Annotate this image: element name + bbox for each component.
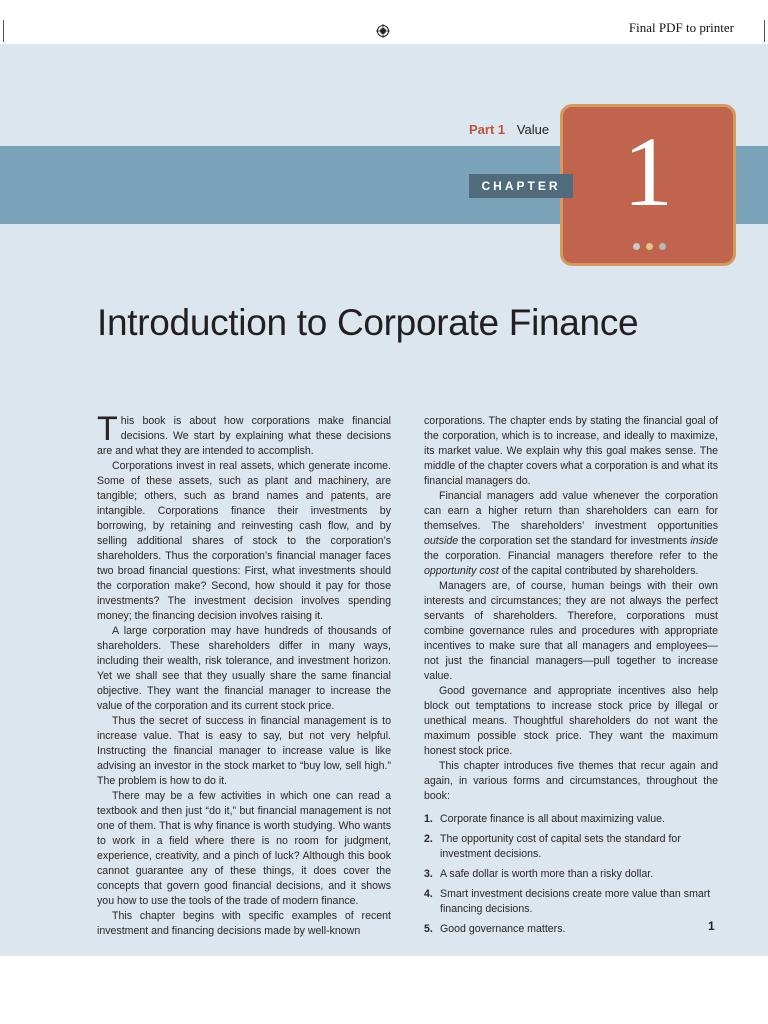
paragraph: Corporations invest in real assets, which generate income. Some of these assets, such as plant and machinery, are tangible; others, such as brand names and patents, are intangible. Corporations finance their investments by borrowing, by retaining and reinvesting cash flow, and by selling additional shares of stock to the corporation’s shareholders. Thus the corporation’s financial manager faces two broad financial questions: First, what investments should the corporation make? Second, how should it pay for those investments? The investment decision involves spending money; the financing decision involves raising it. [97, 460, 391, 622]
dot-icon [646, 243, 653, 250]
list-item: 5. Good governance matters. [424, 923, 566, 935]
paragraph: This chapter begins with specific examples of recent investment and financing decisions made by well-known [97, 910, 391, 937]
chapter-number: 1 [623, 116, 673, 227]
list-item: 2. The opportunity cost of capital sets the standard for investment decisions. [424, 833, 681, 860]
themes-list [424, 812, 718, 937]
drop-cap: T [97, 410, 118, 448]
paragraph: Good governance and appropriate incentives also help block out temptations to increase stock price by illegal or unethical means. Thoughtful shareholders do not want the maximum possible stock price. They want the maximum honest stock price. [424, 685, 718, 757]
paragraph: corporations. The chapter ends by stating the financial goal of the corporation, which is to increase, and ideally to maximize, its market value. We explain why this goal makes sense. The middle of the chapter covers what a corporation is and what its financial managers do. [424, 415, 718, 487]
print-note: Final PDF to printer [628, 20, 734, 35]
crop-mark-left [3, 20, 4, 42]
paragraph: This book is about how corporations make financial decisions. We start by explaining what these decisions are and what they are intended to accomplish. [97, 410, 391, 457]
list-item: 3. A safe dollar is worth more than a risky dollar. [424, 868, 654, 880]
paragraph: Managers are, of course, human beings with their own interests and circumstances; they are not always the perfect servants of shareholders. Therefore, corporations must combine governance rules and procedures with appropriate incentives to make sure that all managers and employees—not just the financial managers—pull together to increase value. [424, 580, 718, 682]
list-item: 1. Corporate finance is all about maximizing value. [424, 813, 665, 825]
paragraph: This chapter introduces five themes that recur again and again, in various forms and circumstances, throughout the book: [424, 760, 718, 802]
page-number: 1 [708, 919, 715, 933]
paragraph: Thus the secret of success in financial management is to increase value. That is easy to say, but not very helpful. Instructing the financial manager to increase value is like advising an investor in the stock market to “buy low, sell high.” The problem is how to do it. [97, 715, 391, 787]
chapter-title: Introduction to Corporate Finance [97, 302, 639, 343]
paragraph: A large corporation may have hundreds of thousands of shareholders. These shareholders differ in many ways, including their wealth, risk tolerance, and investment horizon. Yet we shall see that they usually share the same financial objective. They want the financial manager to increase the value of the corporation and its current stock price. [97, 625, 391, 712]
decorative-dots [633, 243, 666, 250]
chapter-page [0, 44, 768, 956]
chapter-label: CHAPTER [469, 174, 573, 198]
part-label: Part 1 [469, 122, 506, 137]
registration-mark-icon [376, 24, 390, 38]
part-name: Value [516, 122, 550, 137]
dot-icon [633, 243, 640, 250]
left-column [97, 410, 391, 939]
print-header [0, 0, 768, 44]
dot-icon [659, 243, 666, 250]
paragraph: Financial managers add value whenever the corporation can earn a higher return than shareholders can earn for themselves. The shareholders’ investment opportunities outside the corporation set the standard for investments inside the corporation. Financial managers therefore refer to the opportunity cost of the capital contributed by shareholders. [424, 490, 718, 577]
chapter-number-box [560, 104, 736, 266]
crop-mark-right [764, 20, 765, 42]
list-item: 4. Smart investment decisions create more value than smart financing decisions. [424, 888, 711, 915]
right-column [424, 414, 718, 942]
part-heading [469, 122, 549, 137]
paragraph: There may be a few activities in which one can read a textbook and then just “do it,” but financial management is not one of them. That is why finance is worth studying. Who wants to work in a field where there is no room for judgment, experience, creativity, and a pinch of luck? Although this book cannot guarantee any of these things, it does cover the concepts that govern good financial decisions, and it shows you how to use the tools of the trade of modern finance. [97, 790, 391, 907]
